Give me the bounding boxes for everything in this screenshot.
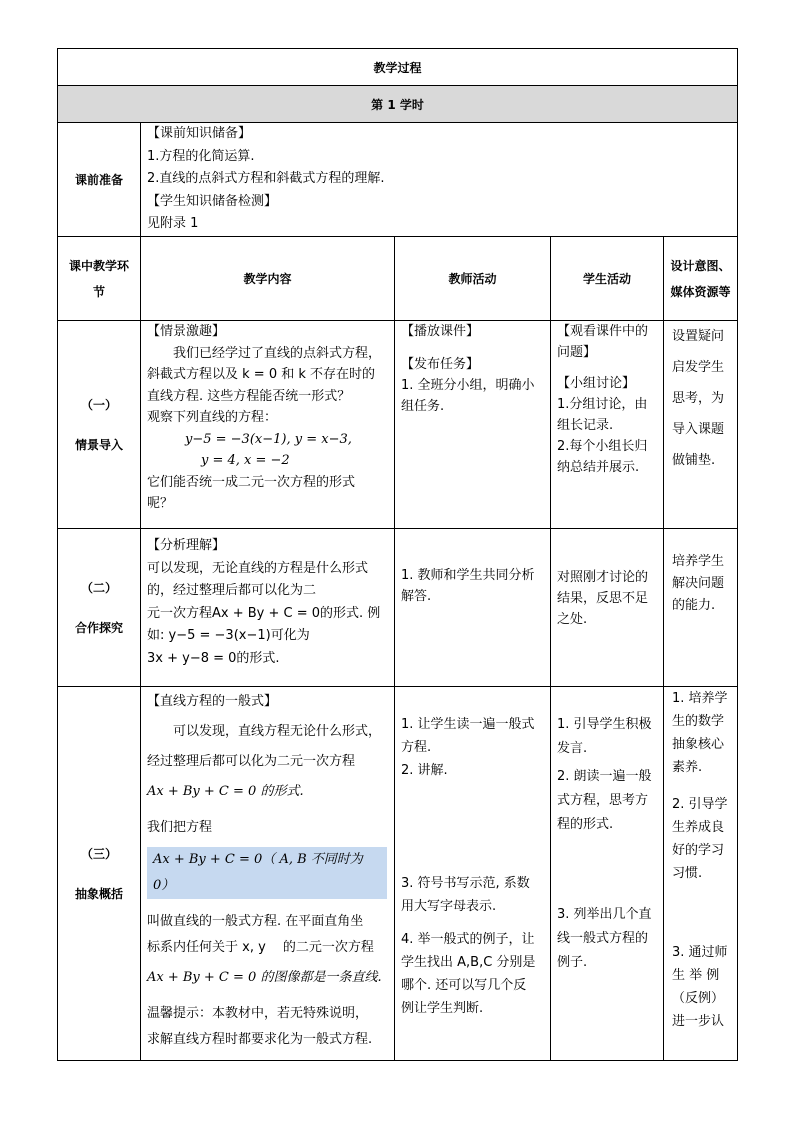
- design-line: 解决问题: [672, 576, 725, 591]
- design-line: 素养.: [672, 760, 703, 775]
- section-design: [663, 687, 737, 1060]
- student-line: 2. 朗读一遍一般: [557, 769, 652, 784]
- pre-class-line: 【课前知识储备】: [147, 126, 252, 141]
- section-stage: [58, 321, 140, 528]
- student-line: 发言.: [557, 741, 588, 756]
- header-student: 学生活动: [550, 237, 663, 320]
- design-line: 培养学生: [672, 554, 725, 569]
- design-line: 3. 通过师: [672, 945, 728, 960]
- design-line: 2. 引导学: [672, 797, 728, 812]
- student-line: 组长记录.: [557, 418, 614, 433]
- student-line: 对照刚才讨论的: [557, 570, 649, 585]
- content-line: 元一次方程Ax + By + C = 0的形式. 例: [147, 605, 381, 621]
- table-title: 教学过程: [373, 60, 422, 75]
- design-line: 生 举 例: [672, 968, 720, 983]
- teacher-line: 【播放课件】: [401, 324, 480, 339]
- design-line: 1. 培养学: [672, 691, 728, 706]
- highlight-equation-text: Ax + By + C = 0（ A, B 不同时为 0）: [147, 847, 387, 899]
- content-line: 标系内任何关于 x, y 的二元一次方程: [147, 940, 374, 955]
- header-teacher: 教师活动: [394, 237, 550, 320]
- section-student: [550, 529, 663, 686]
- teacher-line: 哪个. 还可以写几个反: [401, 978, 527, 993]
- section-number: （一）: [80, 397, 117, 412]
- design-line: 启发学生: [672, 360, 725, 375]
- student-line: 之处.: [557, 612, 588, 627]
- pre-class-row: [57, 122, 738, 236]
- student-line: 2.每个小组长归: [557, 439, 648, 454]
- content-line: 直线方程. 这些方程能否统一形式？: [147, 388, 351, 404]
- design-line: 进一步认: [672, 1014, 725, 1029]
- student-line: 结果，反思不足: [557, 591, 649, 606]
- student-line: 式方程，思考方: [557, 793, 649, 808]
- column-header-row: [57, 236, 738, 320]
- section-student: [550, 321, 663, 528]
- section-name: 合作探究: [74, 620, 123, 635]
- section-teacher: [394, 529, 550, 686]
- teacher-line: 1. 全班分小组，明确小: [401, 378, 535, 393]
- teacher-line: 学生找出 A,B,C 分别是: [401, 955, 536, 970]
- teacher-line: 解答.: [401, 589, 432, 604]
- student-line: 【观看课件中的: [557, 324, 649, 339]
- content-line: 如: y−5 = −3(x−1)可化为: [147, 628, 310, 643]
- teacher-line: 1. 让学生读一遍一般式: [401, 717, 535, 732]
- content-line: 它们能否统一成二元一次方程的形式: [147, 474, 356, 490]
- teacher-line: 用大写字母表示.: [401, 899, 497, 914]
- section-content: [140, 321, 394, 528]
- content-line: 温馨提示：本教材中，若无特殊说明，: [147, 1006, 369, 1021]
- content-line: 我们已经学过了直线的点斜式方程，: [147, 345, 382, 361]
- teacher-line: 方程.: [401, 740, 432, 755]
- content-line: 3x + y−8 = 0的形式.: [147, 650, 280, 666]
- student-line: 线一般式方程的: [557, 931, 649, 946]
- section-teacher: [394, 321, 550, 528]
- content-line: 可以发现，直线方程无论什么形式，: [147, 724, 382, 739]
- lesson-plan-table: [57, 48, 738, 1061]
- student-line: 问题】: [557, 345, 597, 360]
- pre-class-content: [140, 123, 737, 236]
- design-line: 设置疑问: [672, 329, 725, 344]
- math-line: Ax + By + C = 0 的图像都是一条直线.: [147, 970, 382, 985]
- section-number: （二）: [80, 580, 117, 595]
- content-line: 经过整理后都可以化为二元一次方程: [147, 754, 356, 769]
- design-line: 抽象核心: [672, 737, 725, 752]
- student-line: 3. 列举出几个直: [557, 907, 652, 922]
- content-line: 的，经过整理后都可以化为二: [147, 583, 317, 598]
- content-line: 观察下列直线的方程：: [147, 410, 278, 425]
- section-content: [140, 687, 394, 1060]
- design-line: 好的学习: [672, 843, 725, 858]
- content-line: 【直线方程的一般式】: [147, 694, 278, 709]
- teacher-line: 4. 举一般式的例子，让: [401, 932, 535, 947]
- design-line: （反例）: [672, 991, 725, 1006]
- teacher-line: 例让学生判断.: [401, 1001, 484, 1016]
- math-line: y = 4, x = −2: [201, 453, 290, 468]
- content-line: 求解直线方程时都要求化为一般式方程.: [147, 1032, 373, 1047]
- section-name: 情景导入: [74, 437, 123, 452]
- session-label: 第 1 学时: [371, 97, 424, 112]
- student-line: 1.分组讨论，由: [557, 397, 648, 412]
- content-line: 【分析理解】: [147, 538, 226, 553]
- teacher-line: 2. 讲解.: [401, 763, 448, 778]
- highlight-equation: [147, 847, 388, 899]
- student-line: 纳总结并展示.: [557, 460, 640, 475]
- student-line: 程的形式.: [557, 817, 614, 832]
- pre-class-line: 见附录 1: [147, 216, 199, 231]
- design-line: 习惯.: [672, 866, 703, 881]
- pre-class-label: 课前准备: [74, 173, 123, 187]
- table-title-row: [57, 48, 738, 85]
- content-line: 呢？: [147, 496, 174, 511]
- student-line: 例子.: [557, 955, 588, 970]
- content-line: 斜截式方程以及 k = 0 和 k 不存在时的: [147, 367, 376, 382]
- student-line: 【小组讨论】: [557, 376, 636, 391]
- pre-class-line: 1.方程的化简运算.: [147, 148, 255, 164]
- header-design: 设计意图、媒体资源等: [663, 237, 737, 320]
- section-design: [663, 529, 737, 686]
- section-number: （三）: [80, 846, 117, 861]
- teacher-line: [401, 342, 544, 354]
- design-line: 生养成良: [672, 820, 725, 835]
- section-content: [140, 529, 394, 686]
- student-line: 1. 引导学生积极: [557, 717, 652, 732]
- section-stage: [58, 529, 140, 686]
- design-line: 做铺垫.: [672, 453, 716, 468]
- pre-class-line: 【学生知识储备检测】: [147, 193, 278, 209]
- content-line: 可以发现，无论直线的方程是什么形式: [147, 560, 369, 576]
- section-teacher: [394, 687, 550, 1060]
- design-line: 思考，为: [672, 391, 725, 406]
- design-line: 的能力.: [672, 598, 716, 613]
- header-content: 教学内容: [140, 237, 394, 320]
- section-stage: [58, 687, 140, 1060]
- math-line: y−5 = −3(x−1), y = x−3,: [185, 431, 352, 447]
- teacher-line: 组任务.: [401, 399, 445, 414]
- teacher-line: 【发布任务】: [401, 357, 480, 372]
- header-stage: 课中教学环节: [68, 258, 129, 299]
- content-line: 叫做直线的一般式方程. 在平面直角坐: [147, 914, 364, 929]
- design-line: 生的数学: [672, 714, 725, 729]
- content-line: 我们把方程: [147, 820, 213, 835]
- design-line: 导入课题: [672, 422, 725, 437]
- session-row: [57, 85, 738, 122]
- content-line: 【情景激趣】: [147, 324, 226, 339]
- section-student: [550, 687, 663, 1060]
- teacher-line: 1. 教师和学生共同分析: [401, 568, 535, 583]
- teacher-line: 3. 符号书写示范, 系数: [401, 876, 530, 891]
- section-row: [57, 320, 738, 528]
- pre-class-line: 2.直线的点斜式方程和斜截式方程的理解.: [147, 171, 385, 186]
- math-line: Ax + By + C = 0 的形式.: [147, 784, 304, 799]
- section-row: [57, 528, 738, 686]
- section-design: [663, 321, 737, 528]
- section-name: 抽象概括: [74, 886, 123, 901]
- section-row: [57, 686, 738, 1061]
